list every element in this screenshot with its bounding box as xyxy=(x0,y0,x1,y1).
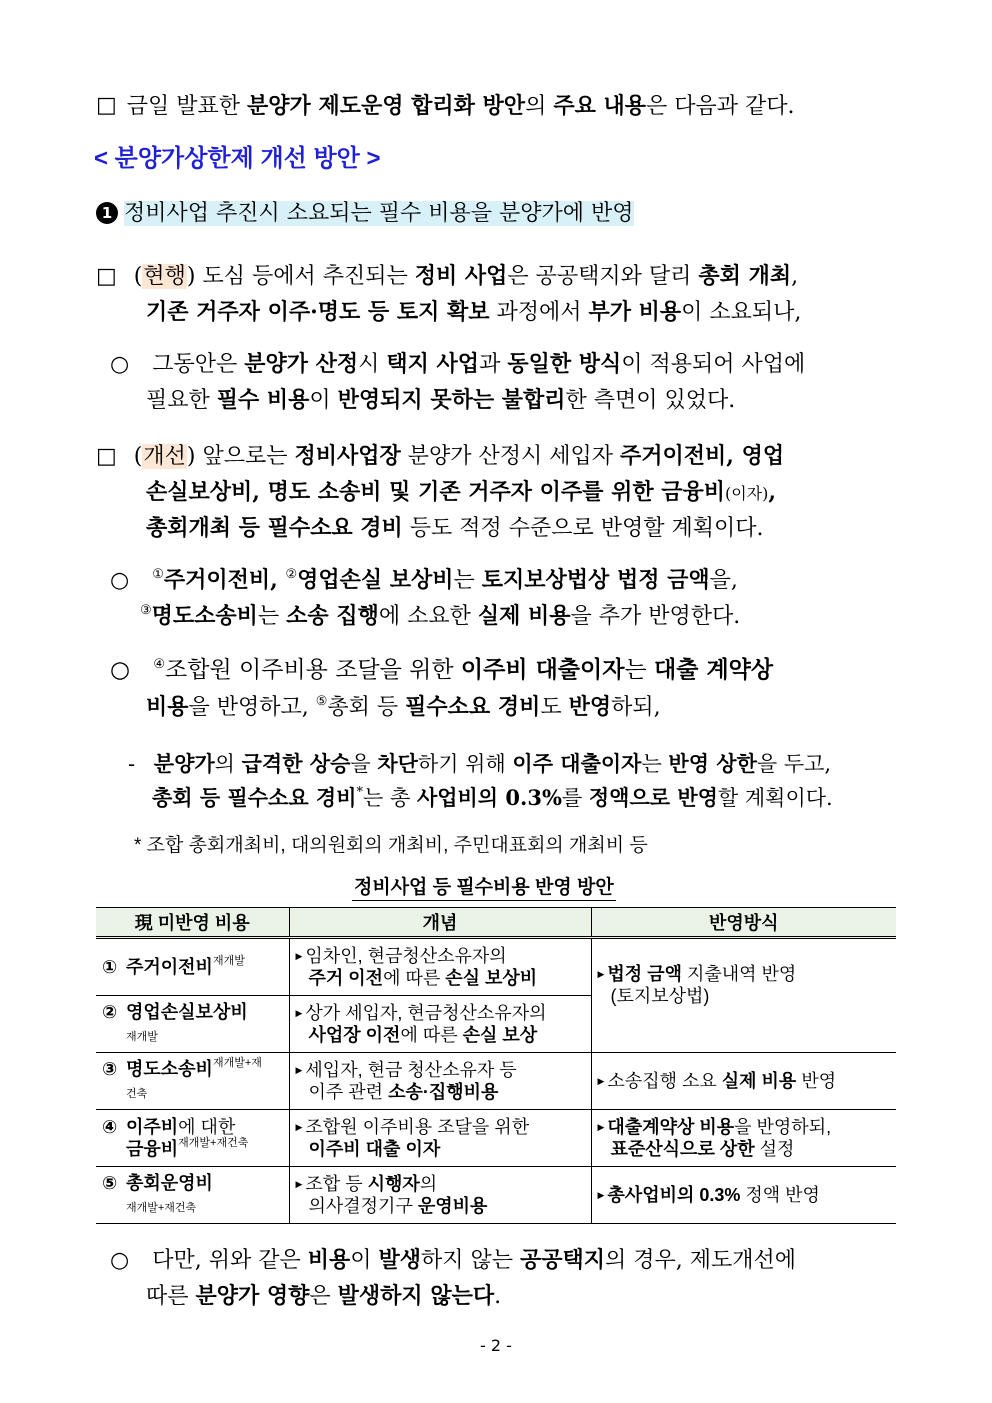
closing-line1: ○ 다만, 위와 같은 비용이 발생하지 않는 공공택지의 경우, 제도개선에 xyxy=(110,1247,796,1273)
improve-dash-line2: 총회 등 필수소요 경비*는 총 사업비의 0.3%를 정액으로 반영할 계획이다. xyxy=(152,785,833,810)
box-bullet: □ xyxy=(96,444,117,469)
dash-bullet: - xyxy=(128,752,136,776)
table-header-cell: 개념 xyxy=(289,908,591,938)
table-row xyxy=(96,1167,896,1224)
triangle-icon: ▶ xyxy=(295,951,303,961)
item-1-text: 정비사업 추진시 소요되는 필수 비용을 분양가에 반영 xyxy=(124,201,634,226)
current-sub-line1: ○ 그동안은 분양가 산정시 택지 사업과 동일한 방식이 적용되어 사업에 xyxy=(110,351,806,377)
cost-name-cell: ③ 명도소송비$^{재개발+재}$ 건축 xyxy=(96,1053,289,1110)
tag-improve: 개선 xyxy=(143,444,186,469)
table-row xyxy=(96,1110,896,1167)
improve-dash-line1: - 분양가의 급격한 상승을 차단하기 위해 이주 대출이자는 반영 상한을 두고, xyxy=(128,751,832,776)
concept-cell: ▶ 상가 세입자, 현금청산소유자의 사업장 이전에 따른 손실 보상 xyxy=(289,996,591,1053)
method-cell: ▶ 총사업비의 0.3% 정액 반영 xyxy=(591,1167,896,1224)
improve-bullet1-line1: ○ ①주거이전비, ②영업손실 보상비는 토지보상법상 법정 금액을, xyxy=(110,567,738,593)
tag-current: 현행 xyxy=(143,264,186,289)
triangle-icon: ▶ xyxy=(295,1008,303,1018)
method-cell: ▶ 대출계약상 비용을 반영하되, 표준산식으로 상한 설정 xyxy=(591,1110,896,1167)
concept-cell: ▶ 조합원 이주비용 조달을 위한 이주비 대출 이자 xyxy=(289,1110,591,1167)
improve-bullet2-line2: 비용을 반영하고, ⑤총회 등 필수소요 경비도 반영하되, xyxy=(146,694,661,720)
closing-line2: 따른 분양가 영향은 발생하지 않는다. xyxy=(146,1283,502,1309)
cost-name-cell: ① 주거이전비$^{재개발}$ xyxy=(96,938,289,996)
footnote: * 조합 총회개최비, 대의원회의 개최비, 주민대표회의 개최비 등 xyxy=(134,835,648,856)
method-cell: ▶ 소송집행 소요 실제 비용 반영 xyxy=(591,1053,896,1110)
circle-bullet: ○ xyxy=(110,1248,130,1273)
triangle-icon: ▶ xyxy=(295,1065,303,1075)
table-row xyxy=(96,938,896,996)
improve-paragraph-line3: 총회개최 등 필수소요 경비 등도 적정 수준으로 반영할 계획이다. xyxy=(146,515,764,541)
table-row xyxy=(96,1053,896,1110)
improve-bullet1-line2: ③명도소송비는 소송 집행에 소요한 실제 비용을 추가 반영한다. xyxy=(140,603,741,629)
concept-cell: ▶ 세입자, 현금 청산소유자 등 이주 관련 소송·집행비용 xyxy=(289,1053,591,1110)
table-header-cell: 반영방식 xyxy=(591,908,896,938)
cost-name-cell: ④ 이주비에 대한 금융비$^{재개발+재건축}$ xyxy=(96,1110,289,1167)
triangle-icon: ▶ xyxy=(597,1190,605,1200)
triangle-icon: ▶ xyxy=(295,1179,303,1189)
concept-cell: ▶ 임차인, 현금청산소유자의 주거 이전에 따른 손실 보상비 xyxy=(289,938,591,996)
triangle-icon: ▶ xyxy=(597,1122,605,1132)
circle-bullet: ○ xyxy=(110,352,130,377)
section-subtitle: < 분양가상한제 개선 방안 > xyxy=(94,145,381,172)
table-header-row xyxy=(96,908,896,938)
table-title: 정비사업 등 필수비용 반영 방안 xyxy=(352,876,616,901)
triangle-icon: ▶ xyxy=(597,968,605,979)
item-1-heading xyxy=(96,200,634,228)
number-circle-icon: 1 xyxy=(96,202,118,224)
current-paragraph-line1: □ (현행) 도심 등에서 추진되는 정비 사업은 공공택지와 달리 총회 개최, xyxy=(96,263,799,289)
box-bullet: □ xyxy=(96,93,117,118)
intro-paragraph: □ 금일 발표한 분양가 제도운영 합리화 방안의 주요 내용은 다음과 같다. xyxy=(96,93,795,119)
triangle-icon: ▶ xyxy=(597,1076,605,1086)
triangle-icon: ▶ xyxy=(295,1122,303,1132)
table-header-cell: 現 미반영 비용 xyxy=(96,908,289,938)
current-paragraph-line2: 기존 거주자 이주·명도 등 토지 확보 과정에서 부가 비용이 소요되나, xyxy=(146,299,802,325)
concept-cell: ▶ 조합 등 시행자의 의사결정기구 운영비용 xyxy=(289,1167,591,1224)
improve-paragraph-line1: □ (개선) 앞으로는 정비사업장 분양가 산정시 세입자 주거이전비, 영업 xyxy=(96,443,785,469)
improve-bullet2-line1: ○ ④조합원 이주비용 조달을 위한 이주비 대출이자는 대출 계약상 xyxy=(110,656,774,683)
cost-name-cell: ⑤ 총회운영비 재개발+재건축 xyxy=(96,1167,289,1224)
circle-bullet: ○ xyxy=(110,568,130,593)
circle-bullet: ○ xyxy=(110,657,131,683)
current-sub-line2: 필요한 필수 비용이 반영되지 못하는 불합리한 측면이 있었다. xyxy=(146,387,736,413)
page-number: - 2 - xyxy=(480,1336,512,1355)
method-cell: ▶ 법정 금액 지출내역 반영 (토지보상법) xyxy=(591,938,896,1053)
improve-paragraph-line2: 손실보상비, 명도 소송비 및 기존 거주자 이주를 위한 금융비(이자), xyxy=(146,479,777,505)
cost-name-cell: ② 영업손실보상비 재개발 xyxy=(96,996,289,1053)
cost-table xyxy=(96,907,896,1224)
box-bullet: □ xyxy=(96,264,117,289)
